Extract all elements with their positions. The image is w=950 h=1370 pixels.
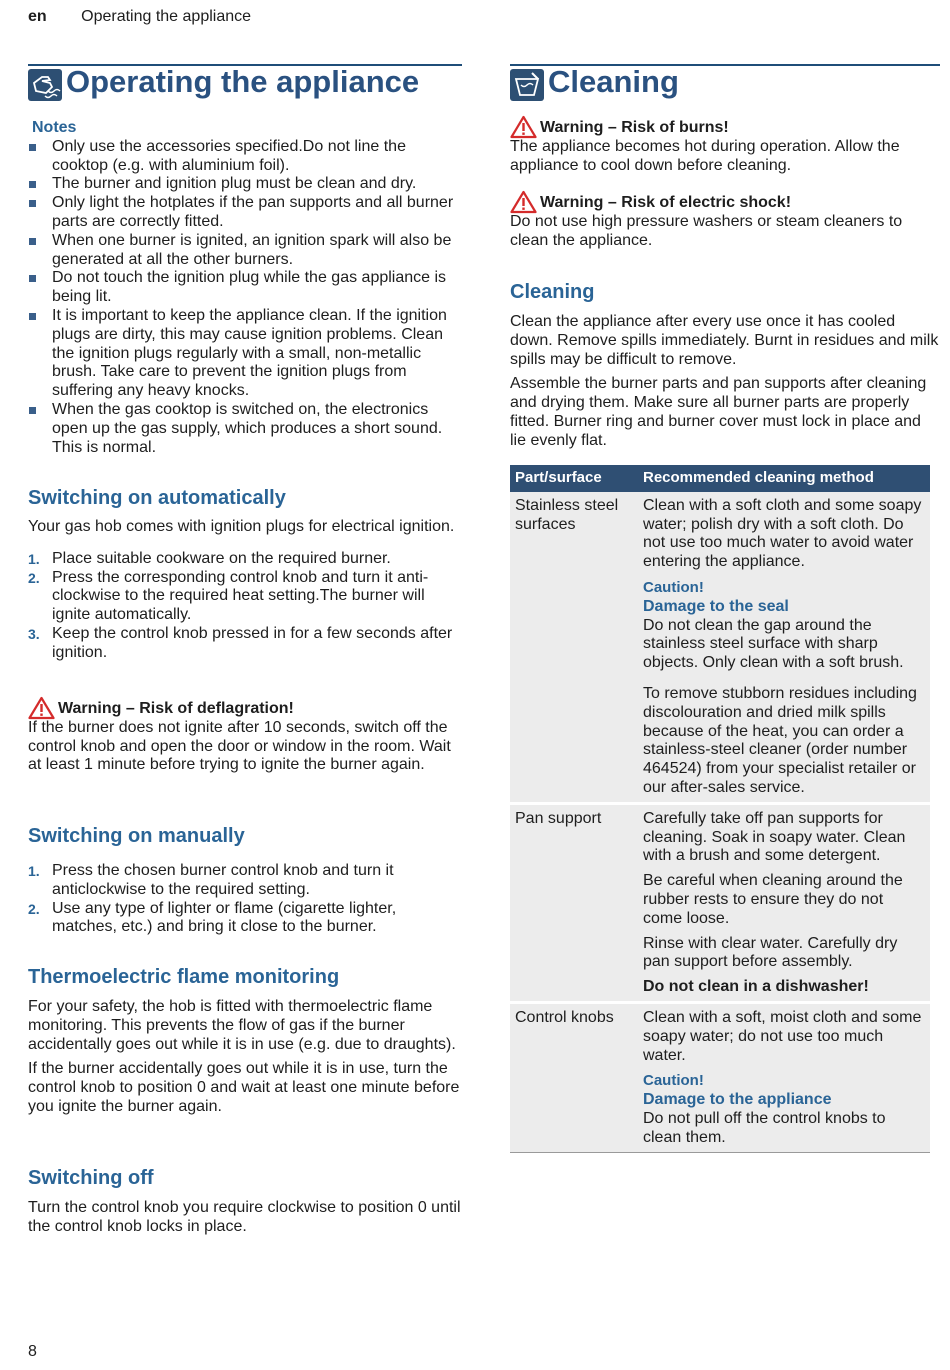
warning-burns xyxy=(510,119,940,175)
caution-heading: Damage to the seal xyxy=(643,597,789,615)
warning-title: Warning – Risk of burns! xyxy=(510,119,940,138)
column-header-method: Recommended cleaning method xyxy=(638,465,930,492)
heading-switching-on-automatically: Switching on automatically xyxy=(28,487,286,509)
list-item: Only light the hotplates if the pan supports and all burner parts are correctly fitted. xyxy=(28,194,462,232)
manual-block xyxy=(28,824,462,937)
running-title: Operating the appliance xyxy=(81,8,252,25)
heading-cleaning: Cleaning xyxy=(510,281,595,303)
warning-triangle-icon xyxy=(510,115,537,139)
notes-list xyxy=(28,138,462,458)
list-item: 2. Press the corresponding control knob and turn it anti-clockwise to the required heat setting.The burner will ignite automatically. xyxy=(28,568,429,624)
list-item: 2. Use any type of lighter or flame (cigarette lighter, matches, etc.) and bring it close to the burner. xyxy=(28,899,397,936)
page-number: 8 xyxy=(28,1343,37,1360)
list-item: Do not touch the ignition plug while the gas appliance is being lit. xyxy=(28,269,462,307)
warning-triangle-icon xyxy=(510,190,537,214)
section-title: Cleaning xyxy=(548,64,679,99)
table-row xyxy=(510,492,930,803)
warning-triangle-icon xyxy=(28,696,55,720)
auto-block xyxy=(28,486,462,663)
table-cell-method: Clean with a soft, moist cloth and some soapy water; do not use too much water. Caution! Damage to the appliance Do not pull off the control knobs to clean them. xyxy=(638,1002,930,1152)
list-item: 1. Place suitable cookware on the required burner. xyxy=(28,549,391,567)
cleaning-icon xyxy=(510,69,544,101)
cleaning-table xyxy=(510,465,930,1153)
table-cell-part: Stainless steel surfaces xyxy=(510,492,638,803)
cleaning-p2: Assemble the burner parts and pan supports after cleaning and drying them. Make sure all burner parts are properly fitted. Burner ring and burner cover must lock in place and lie evenly flat. xyxy=(510,375,927,449)
list-item: Only use the accessories specified.Do not line the cooktop (e.g. with aluminium foil). xyxy=(28,138,462,176)
list-item: When the gas cooktop is switched on, the electronics open up the gas supply, which produces a short sound. This is normal. xyxy=(28,401,462,457)
warning-text: Do not use high pressure washers or steam cleaners to clean the appliance. xyxy=(510,212,903,249)
warning-shock xyxy=(510,194,940,250)
off-block xyxy=(28,1166,462,1237)
off-text: Turn the control knob you require clockwise to position 0 until the control knob locks in place. xyxy=(28,1199,461,1235)
language-code: en xyxy=(28,8,47,25)
warning-title: Warning – Risk of deflagration! xyxy=(28,700,462,719)
warning-title: Warning – Risk of electric shock! xyxy=(510,194,940,213)
running-header xyxy=(28,8,251,27)
table-cell-part: Pan support xyxy=(510,803,638,1002)
thermo-block xyxy=(28,965,462,1117)
cleaning-table-wrap xyxy=(510,465,940,1153)
caution-label: Caution! xyxy=(643,1072,704,1090)
cleaning-p1: Clean the appliance after every use once it has cooled down. Remove spills immediately. Burnt in residues and milk spills may be difficult to remove. xyxy=(510,313,939,368)
list-item: The burner and ignition plug must be clean and dry. xyxy=(28,175,462,194)
table-cell-method: Carefully take off pan supports for cleaning. Soak in soapy water. Clean with a brush and some detergent. Be careful when cleaning around the rubber rests to ensure they do not come loose. Rinse with clear water. Carefully dry pan support before assembly. Do not clean in a dishwasher! xyxy=(638,803,930,1002)
table-header-row xyxy=(510,465,930,492)
manual-steps xyxy=(28,862,462,937)
warning-text: If the burner does not ignite after 10 seconds, switch off the control knob and open the door or window in the room. Wait at least 1 minute before trying to ignite the burner again. xyxy=(28,718,451,774)
list-item: When one burner is ignited, an ignition spark will also be generated at all the other burners. xyxy=(28,232,462,270)
auto-intro: Your gas hob comes with ignition plugs for electrical ignition. xyxy=(28,518,455,535)
table-cell-part: Control knobs xyxy=(510,1002,638,1152)
thermo-p1: For your safety, the hob is fitted with thermoelectric flame monitoring. This prevents the flow of gas if the burner accidentally goes out while it is in use (e.g. due to draughts). xyxy=(28,998,456,1053)
warning-text: The appliance becomes hot during operation. Allow the appliance to cool down before cleaning. xyxy=(510,137,900,174)
list-item: 3. Keep the control knob pressed in for a few seconds after ignition. xyxy=(28,624,453,661)
section-header-operating xyxy=(28,64,462,106)
notes-label: Notes xyxy=(32,119,77,136)
list-item: It is important to keep the appliance clean. If the ignition plugs are dirty, this may cause ignition problems. Clean the ignition plugs regularly with a small, non-metallic brush. Take care to prevent the ignition plugs from suffering any heavy knocks. xyxy=(28,307,462,401)
caution-label: Caution! xyxy=(643,578,704,596)
heading-thermoelectric: Thermoelectric flame monitoring xyxy=(28,966,340,988)
section-title: Operating the appliance xyxy=(66,64,420,99)
thermo-p2: If the burner accidentally goes out while it is in use, turn the control knob to position 0 and wait at least one minute before you ignite the burner again. xyxy=(28,1060,460,1115)
caution-text: Do not clean the gap around the stainless steel surface with sharp objects. Only clean with a soft brush. xyxy=(643,616,904,672)
column-header-part: Part/surface xyxy=(510,465,638,492)
notes-block xyxy=(28,119,462,457)
heading-switching-off: Switching off xyxy=(28,1167,154,1189)
auto-steps xyxy=(28,550,462,663)
caution-heading: Damage to the appliance xyxy=(643,1091,832,1109)
list-item: 1. Press the chosen burner control knob and turn it anticlockwise to the required setting. xyxy=(28,862,394,898)
caution-text: Do not pull off the control knobs to clean them. xyxy=(643,1109,886,1146)
cell-extra: To remove stubborn residues including discolouration and dried milk spills because of the heat, you can order a stainless-steel cleaner (order number 464524) from your specialist retailer or our after-sales service. xyxy=(643,684,917,796)
warning-deflagration xyxy=(28,700,462,775)
cleaning-block xyxy=(510,280,940,451)
table-cell-method: Clean with a soft cloth and some soapy water; polish dry with a soft cloth. Do not use too much water to avoid water entering the appliance. Caution! Damage to the seal Do not clean the gap around the stainless steel surface with sharp objects. Only clean with a soft brush. To remove stubborn residues including discolouration and dried milk spills because of the heat, you can order a stainless-steel cleaner (order number 464524) from your specialist retailer or our after-sales service. xyxy=(638,492,930,803)
hand-hob-icon xyxy=(28,69,62,101)
section-header-cleaning xyxy=(510,64,940,106)
table-row xyxy=(510,1002,930,1152)
table-row xyxy=(510,803,930,1002)
heading-switching-on-manually: Switching on manually xyxy=(28,825,245,847)
